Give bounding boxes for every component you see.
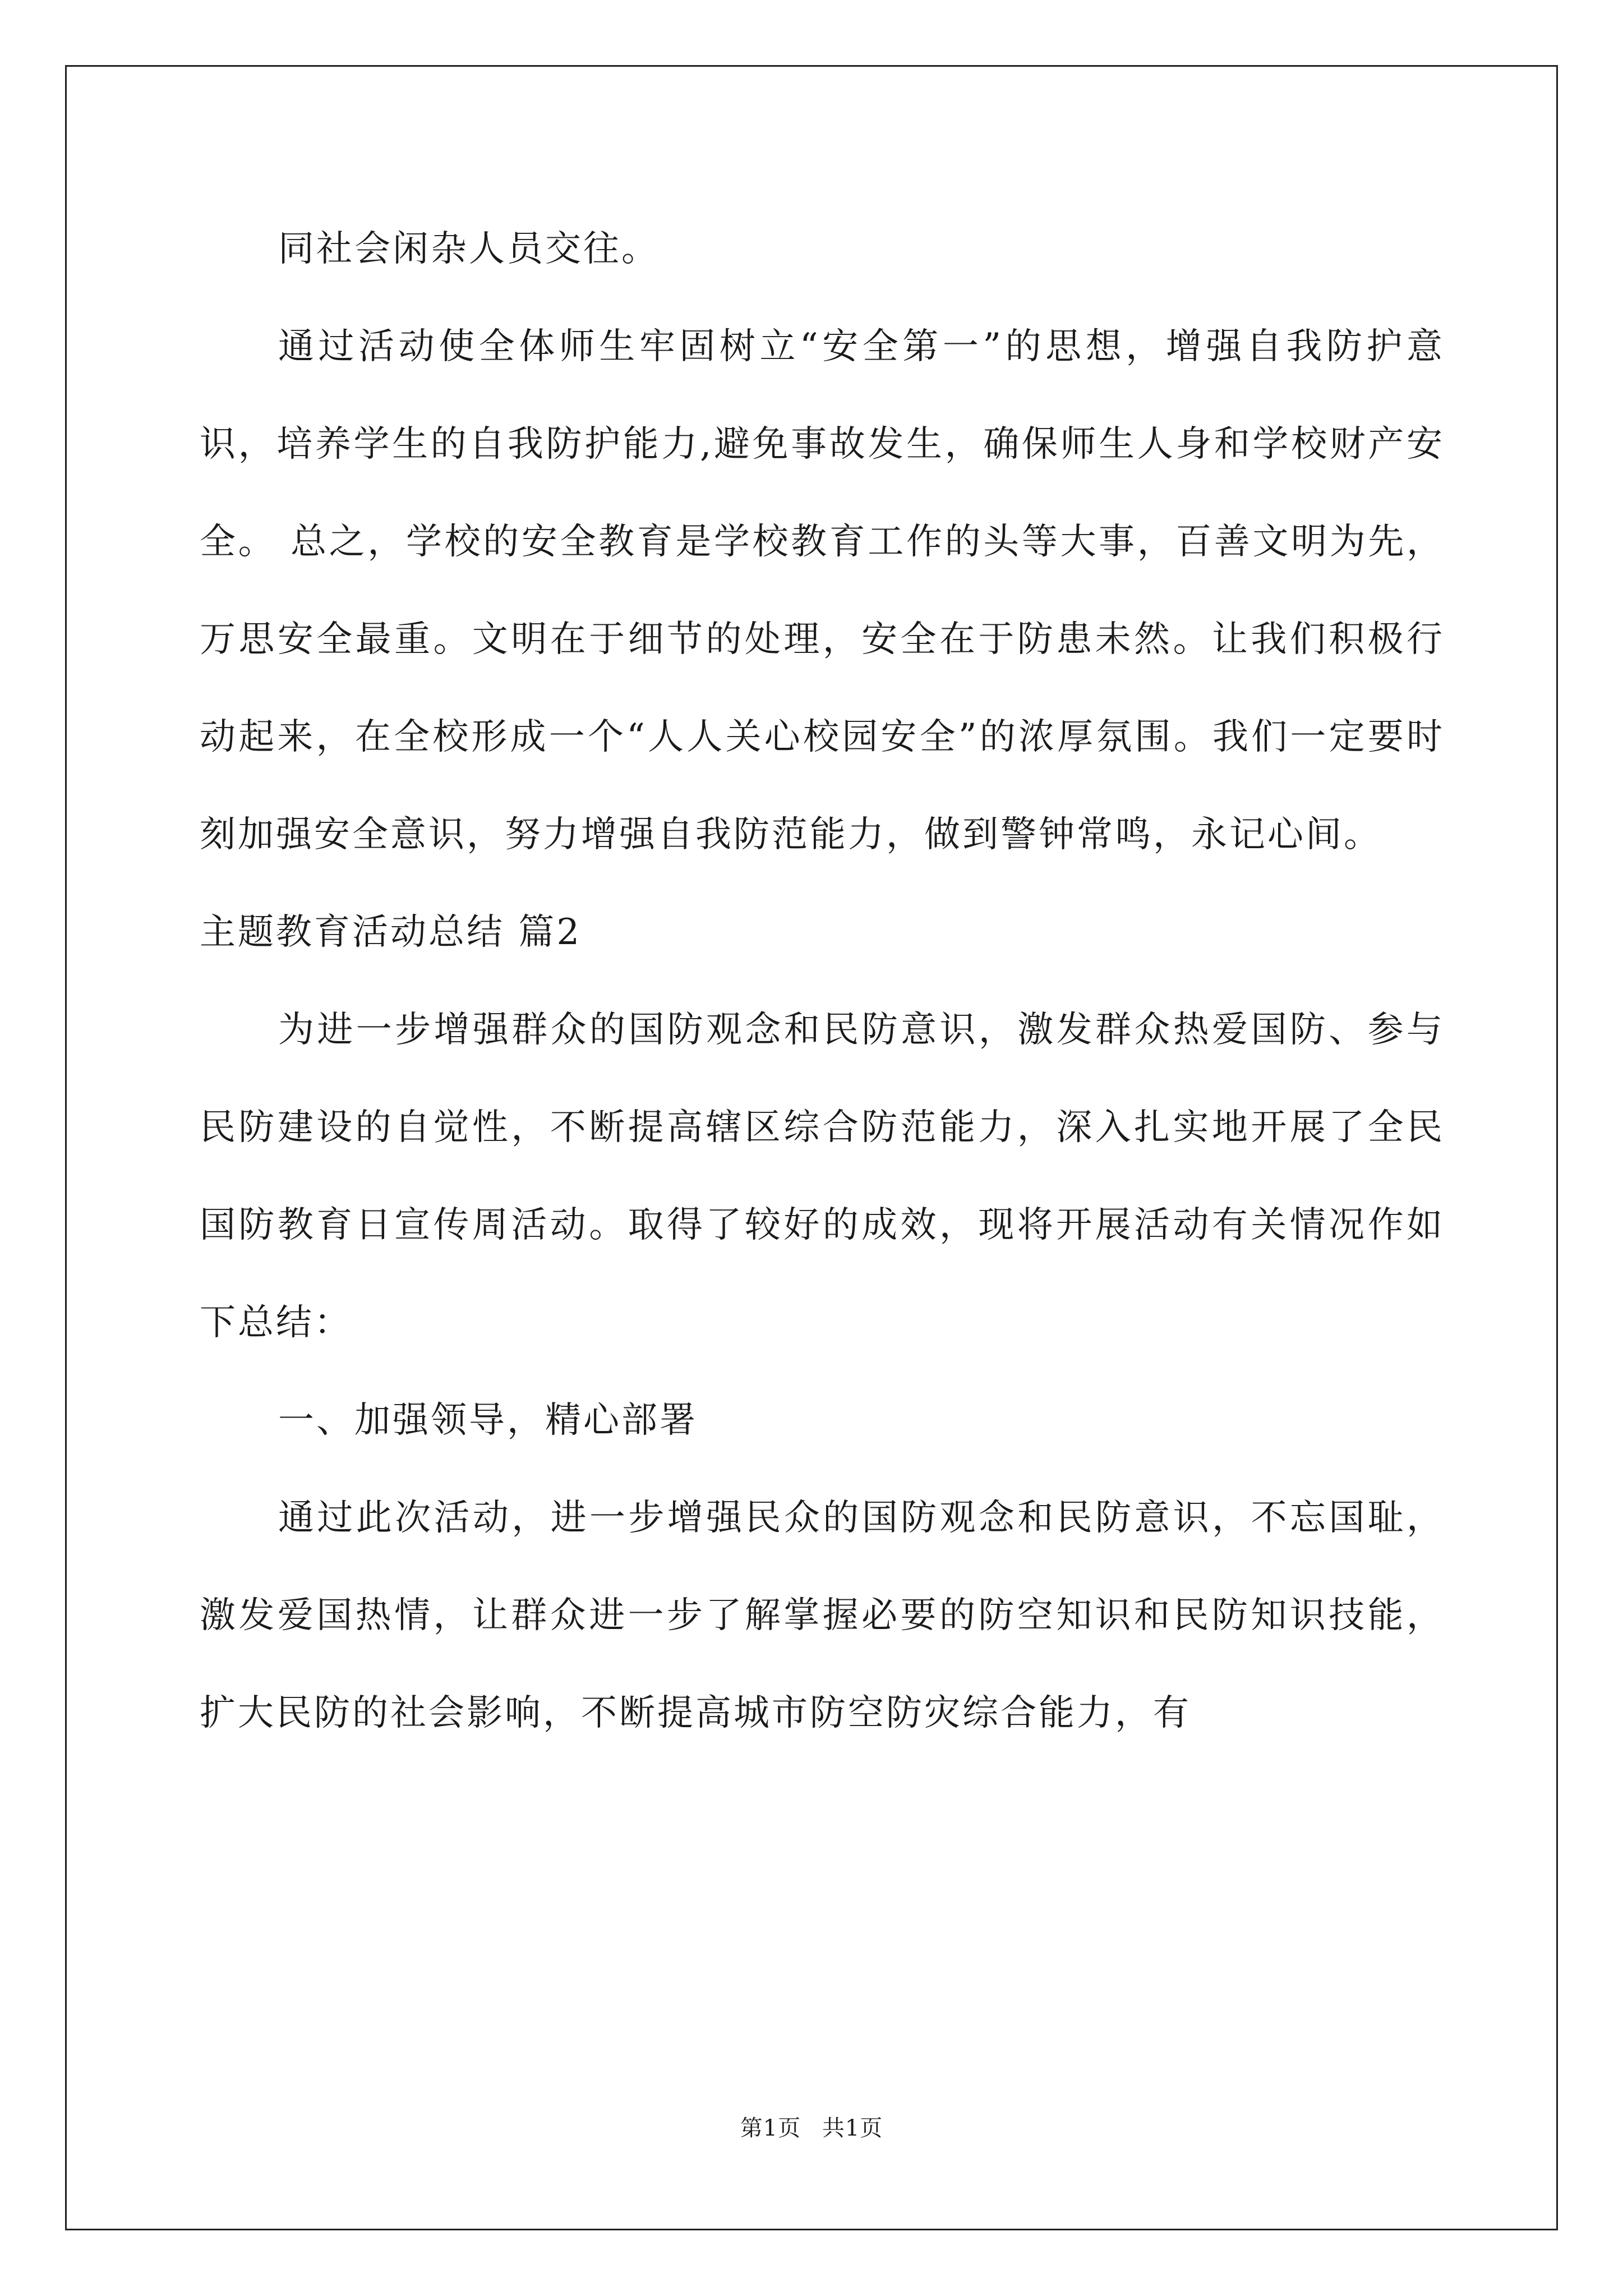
section-heading: 主题教育活动总结 篇2 (200, 912, 582, 953)
paragraph: 为进一步增强群众的国防观念和民防意识，激发群众热爱国防、参与民防建设的自觉性，不断提高辖区综合防范能力，深入扎实地开展了全民国防教育日宣传周活动。取得了较好的成效，现将开展活动有关情况作如下总结： (200, 1009, 1445, 1343)
page-number: 第1页 (740, 2115, 801, 2141)
document-body (200, 200, 1445, 1762)
paragraph: 同社会闲杂人员交往。 (278, 228, 660, 270)
page-footer (0, 2110, 1623, 2142)
page-total: 共1页 (822, 2115, 883, 2141)
subsection-heading: 一、加强领导，精心部署 (278, 1400, 698, 1441)
paragraph: 通过活动使全体师生牢固树立“安全第一”的思想，增强自我防护意识，培养学生的自我防护能力,避免事故发生，确保师生人身和学校财产安全。 总之，学校的安全教育是学校教育工作的头等大事，百善文明为先，万思安全最重。文明在于细节的处理，安全在于防患未然。让我们积极行动起来，在全校形成一个“人人关心校园安全”的浓厚氛围。我们一定要时刻加强安全意识，努力增强自我防范能力，做到警钟常鸣，永记心间。 (200, 326, 1445, 855)
paragraph: 通过此次活动，进一步增强民众的国防观念和民防意识，不忘国耻，激发爱国热情，让群众进一步了解掌握必要的防空知识和民防知识技能，扩大民防的社会影响，不断提高城市防空防灾综合能力，有 (200, 1497, 1445, 1734)
